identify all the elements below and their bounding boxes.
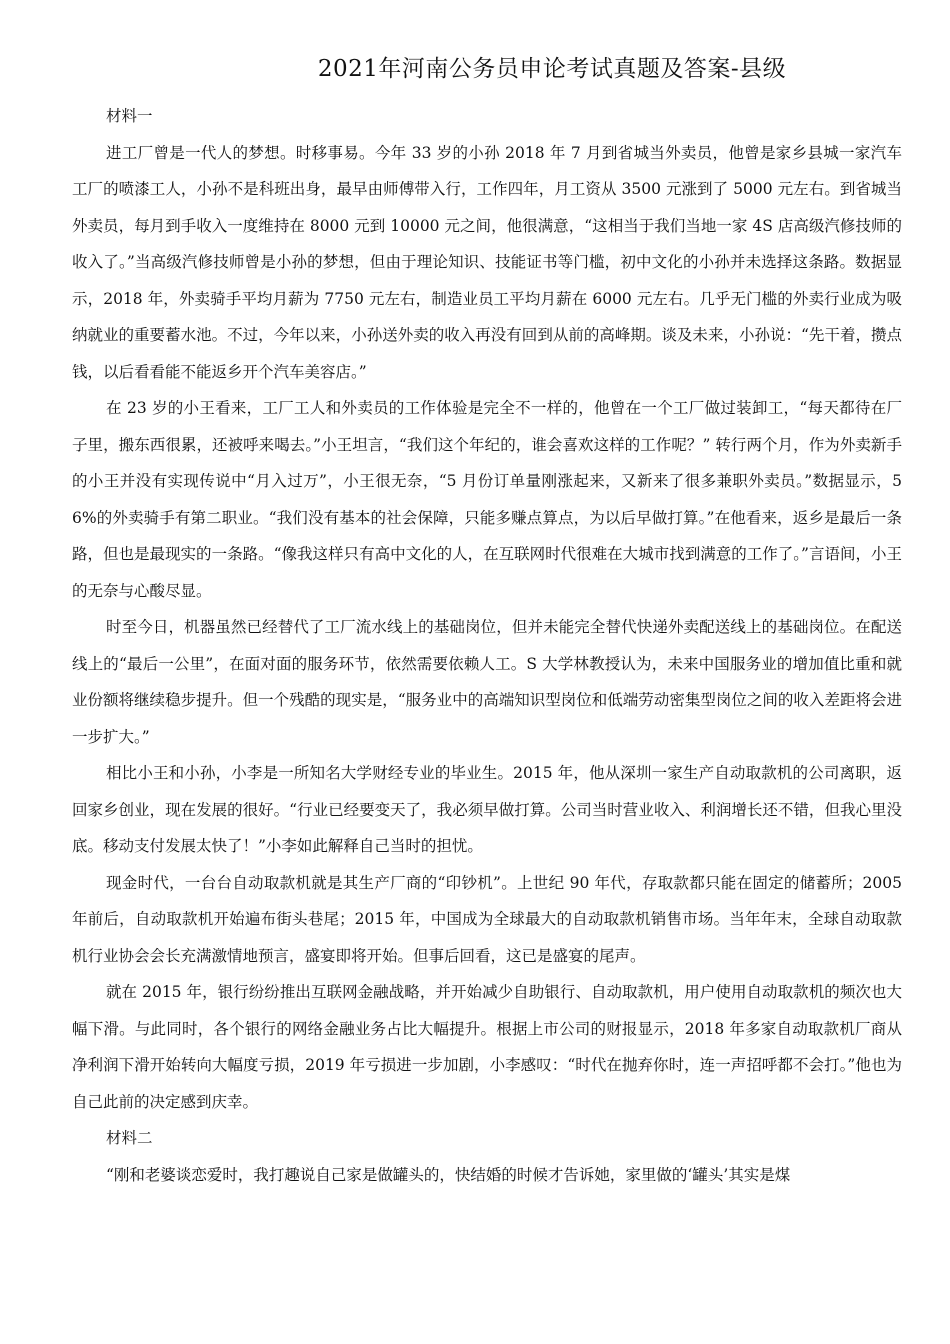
paragraph: 在 23 岁的小王看来，工厂工人和外卖员的工作体验是完全不一样的，他曾在一个工厂做过装卸工，“每天都待在厂子里，搬东西很累，还被呼来喝去。”小王坦言，“我们这个年纪的，谁会喜欢这样的工作呢？” 转行两个月，作为外卖新手的小王并没有实现传说中“月入过万”，小王很无奈，“5 月份订单量刚涨起来，又新来了很多兼职外卖员。”数据显示，56%的外卖骑手有第二职业。“我们没有基本的社会保障，只能多赚点算点，为以后早做打算。”在他看来，返乡是最后一条路，但也是最现实的一条路。“像我这样只有高中文化的人，在互联网时代很难在大城市找到满意的工作了。”言语间，小王的无奈与心酸尽显。	[72, 399, 902, 600]
paragraph: “刚和老婆谈恋爱时，我打趣说自己家是做罐头的，快结婚的时候才告诉她，家里做的‘罐头’其实是煤	[106, 1165, 791, 1184]
paragraph: 现金时代，一台台自动取款机就是其生产厂商的“印钞机”。上世纪 90 年代，存取款都只能在固定的储蓄所；2005 年前后，自动取款机开始遍布街头巷尾；2015 年，中国成为全球最大的自动取款机销售市场。当年年末，全球自动取款机行业协会会长充满激情地预言，盛宴即将开始。但事后回看，这已是盛宴的尾声。	[72, 873, 902, 965]
paragraph: 进工厂曾是一代人的梦想。时移事易。今年 33 岁的小孙 2018 年 7 月到省城当外卖员，他曾是家乡县城一家汽车工厂的喷漆工人，小孙不是科班出身，最早由师傅带入行，工作四年，月工资从 3500 元涨到了 5000 元左右。到省城当外卖员，每月到手收入一度维持在 8000 元到 10000 元之间，他很满意，“这相当于我们当地一家 4S 店高级汽修技师的收入了。”当高级汽修技师曾是小孙的梦想，但由于理论知识、技能证书等门槛，初中文化的小孙并未选择这条路。数据显示，2018 年，外卖骑手平均月薪为 7750 元左右，制造业员工平均月薪在 6000 元左右。几乎无门槛的外卖行业成为吸纳就业的重要蓄水池。不过，今年以来，小孙送外卖的收入再没有回到从前的高峰期。谈及未来，小孙说：“先干着，攒点钱，以后看看能不能返乡开个汽车美容店。”	[72, 143, 902, 381]
section-heading-material-1: 材料一	[106, 107, 153, 125]
document-title: 2021年河南公务员申论考试真题及答案-县级	[317, 56, 787, 82]
section-heading-material-2: 材料二	[106, 1129, 153, 1147]
paragraph: 时至今日，机器虽然已经替代了工厂流水线上的基础岗位，但并未能完全替代快递外卖配送线上的基础岗位。在配送线上的“最后一公里”，在面对面的服务环节，依然需要依赖人工。S 大学林教授认为，未来中国服务业的增加值比重和就业份额将继续稳步提升。但一个残酷的现实是，“服务业中的高端知识型岗位和低端劳动密集型岗位之间的收入差距将会进一步扩大。”	[72, 618, 902, 746]
paragraph: 相比小王和小孙，小李是一所知名大学财经专业的毕业生。2015 年，他从深圳一家生产自动取款机的公司离职，返回家乡创业，现在发展的很好。“行业已经要变天了，我必须早做打算。公司当时营业收入、利润增长还不错，但我心里没底。移动支付发展太快了！”小李如此解释自己当时的担忧。	[72, 764, 902, 855]
paragraph: 就在 2015 年，银行纷纷推出互联网金融战略，并开始减少自助银行、自动取款机，用户使用自动取款机的频次也大幅下滑。与此同时，各个银行的网络金融业务占比大幅提升。根据上市公司的财报显示，2018 年多家自动取款机厂商从净利润下滑开始转向大幅度亏损，2019 年亏损进一步加剧，小李感叹：“时代在抛弃你时，连一声招呼都不会打。”他也为自己此前的决定感到庆幸。	[72, 983, 902, 1111]
